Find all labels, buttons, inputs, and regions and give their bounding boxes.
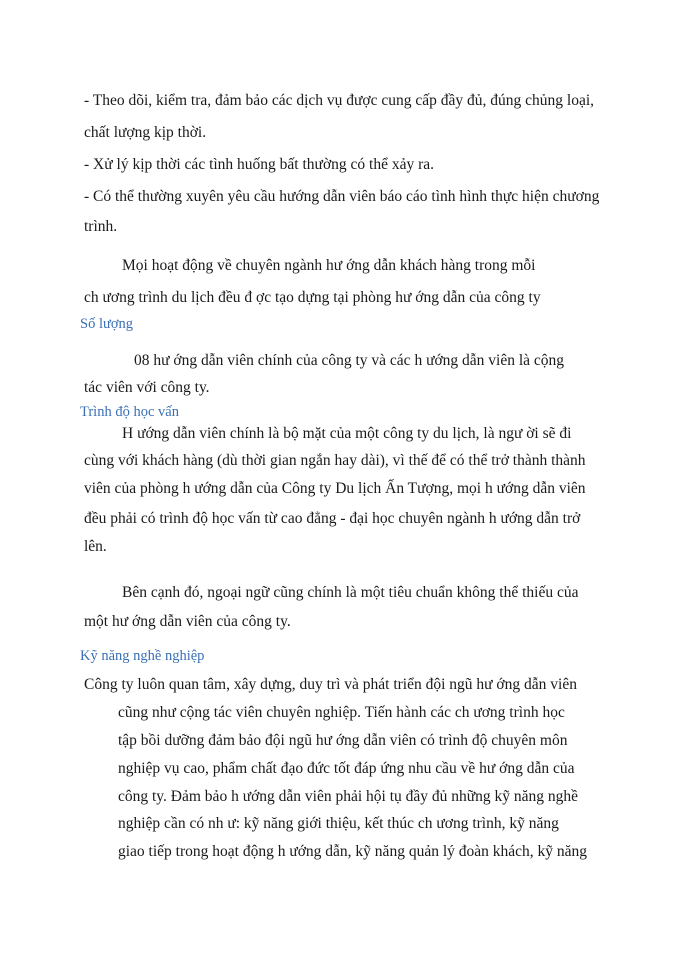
bullet-report-line2: trình. (84, 218, 118, 235)
bullet-handle-situations: - Xử lý kịp thời các tình huống bất thường có thể xảy ra. (84, 156, 435, 173)
intro-paragraph-line1: Mọi hoạt động về chuyên ngành hư ớng dẫn khách hàng trong mỗi (122, 257, 536, 274)
skills-paragraph-line1: Công ty luôn quan tâm, xây dựng, duy trì và phát triển đội ngũ hư ớng dẫn viên (84, 676, 577, 693)
education-paragraph-line5: lên. (84, 538, 107, 555)
education-paragraph-line2: cùng với khách hàng (dù thời gian ngắn hay dài), vì thế để có thể trở thành thành (84, 452, 586, 469)
education-paragraph-line1: H ướng dẫn viên chính là bộ mặt của một công ty du lịch, là ngư ời sẽ đi (122, 425, 572, 442)
quantity-paragraph-line2: tác viên với công ty. (84, 379, 210, 396)
skills-paragraph-line5: công ty. Đảm bảo h ướng dẫn viên phải hội tụ đầy đủ những kỹ năng nghề (118, 788, 579, 805)
skills-paragraph-line6: nghiệp cần có nh ư: kỹ năng giới thiệu, kết thúc ch ương trình, kỹ năng (118, 815, 559, 832)
skills-paragraph-line2: cũng như cộng tác viên chuyên nghiệp. Tiến hành các ch ương trình học (118, 704, 565, 721)
skills-paragraph-line4: nghiệp vụ cao, phẩm chất đạo đức tốt đáp ứng nhu cầu về hư ớng dẫn của (118, 760, 575, 777)
language-paragraph-line1: Bên cạnh đó, ngoại ngữ cũng chính là một tiêu chuẩn không thể thiếu của (122, 584, 579, 601)
language-paragraph-line2: một hư ớng dẫn viên của công ty. (84, 613, 291, 630)
skills-paragraph-line7: giao tiếp trong hoạt động h ướng dẫn, kỹ năng quản lý đoàn khách, kỹ năng (118, 843, 588, 860)
heading-skills: Kỹ năng nghề nghiệp (80, 648, 205, 664)
bullet-monitor-line1: - Theo dõi, kiểm tra, đảm bảo các dịch vụ được cung cấp đầy đủ, đúng chủng loại, (84, 92, 595, 109)
education-paragraph-line3: viên của phòng h ướng dẫn của Công ty Du lịch Ấn Tượng, mọi h ướng dẫn viên (84, 480, 586, 497)
bullet-monitor-line2: chất lượng kịp thời. (84, 124, 207, 141)
heading-education: Trình độ học vấn (80, 404, 179, 420)
skills-paragraph-line3: tập bồi dưỡng đảm bảo đội ngũ hư ớng dẫn viên có trình độ chuyên môn (118, 732, 568, 749)
quantity-paragraph-line1: 08 hư ớng dẫn viên chính của công ty và các h ướng dẫn viên là cộng (134, 352, 565, 369)
bullet-report-line1: - Có thể thường xuyên yêu cầu hướng dẫn viên báo cáo tình hình thực hiện chương (84, 188, 600, 205)
education-paragraph-line4: đều phải có trình độ học vấn từ cao đẳng - đại học chuyên ngành h ướng dẫn trở (84, 510, 581, 527)
heading-quantity: Số lượng (80, 316, 133, 332)
intro-paragraph-line2: ch ương trình du lịch đều đ ợc tạo dựng tại phòng hư ớng dẫn của công ty (84, 289, 541, 306)
